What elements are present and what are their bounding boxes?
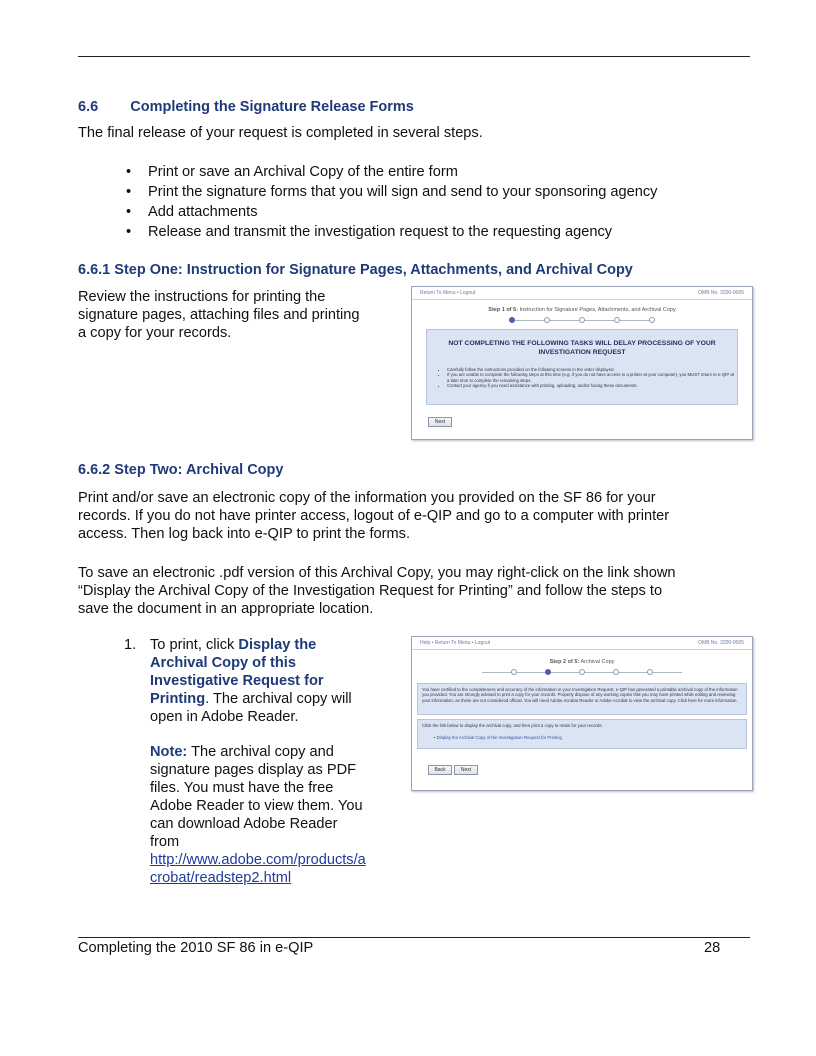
text-line: signature pages, attaching files and printing xyxy=(78,307,360,323)
screenshot-nav: Help • Return To Menu • Logout xyxy=(420,640,491,646)
progress-dot xyxy=(647,669,653,675)
step-two-screenshot xyxy=(411,636,753,791)
info-text: You have certified to the completeness and accuracy of the information in your Investigation Request. e-QIP has generated a printable archival copy of the information you provided. You are strongly advised to print a copy for your records. Properly dispose of any working copies that you may have printed while editing and reviewing your information, as these are not considered official. You will need Adobe Acrobat Reader or Adobe Acrobat to view the archival copy. Click here for more information. xyxy=(422,687,738,703)
step-two-heading: 6.6.2 Step Two: Archival Copy xyxy=(78,462,284,478)
progress-dot xyxy=(649,317,655,323)
steps-list xyxy=(122,162,657,242)
warning-list-item: • Contact your agency if you need assistance with printing, uploading, and/or faxing these documents. xyxy=(447,383,737,388)
progress-dot xyxy=(544,317,550,323)
progress-dot xyxy=(545,669,551,675)
list-item: • Add attachments xyxy=(122,202,657,222)
note-text: can download Adobe Reader xyxy=(150,816,338,832)
text-line: save the document in an appropriate location. xyxy=(78,601,374,617)
step-label: Step 1 of 5: xyxy=(488,307,518,313)
screenshot-topbar xyxy=(412,287,752,300)
screenshot-omb: OMB No. 3206-0005 xyxy=(698,640,744,646)
text-line: “Display the Archival Copy of the Investigation Request for Printing” and follow the steps to xyxy=(78,583,663,599)
warning-list-item: • If you are unable to complete the following steps at this time (e.g. if you do not have access to a printer at your computer), you MUST return to e-QIP at a later time to complete the remaining steps. xyxy=(447,372,737,383)
progress-dot xyxy=(613,669,619,675)
archival-link[interactable]: • Display the Archival Copy of the Investigation Request for Printing xyxy=(434,735,562,741)
step-two-para1 xyxy=(78,489,669,543)
back-button[interactable]: Back xyxy=(428,765,452,775)
step-one-screenshot xyxy=(411,286,753,440)
progress-dot xyxy=(509,317,515,323)
display-archival-link[interactable]: Display the xyxy=(238,637,317,653)
progress-dot xyxy=(579,669,585,675)
text-line: records. If you do not have printer access, logout of e-QIP and go to a computer with printer xyxy=(78,508,670,524)
item-text: open in Adobe Reader. xyxy=(150,709,299,725)
footer-rule xyxy=(78,937,750,938)
item-number: 1. xyxy=(124,637,137,653)
screenshot-nav: Return To Menu • Logout xyxy=(420,290,476,296)
step-two-para2 xyxy=(78,564,676,618)
warning-list-item: • Carefully follow the instructions provided on the following screens in the order displayed. xyxy=(447,367,737,372)
list-item: • Print or save an Archival Copy of the entire form xyxy=(122,162,657,182)
note-text: from xyxy=(150,834,180,850)
step-title: Instruction for Signature Pages, Attachments, and Archival Copy xyxy=(519,307,676,313)
progress-dot xyxy=(614,317,620,323)
instruction-text: Click the link below to display the archival copy, and then print a copy to retain for your records. xyxy=(422,723,603,728)
step-one-heading: 6.6.1 Step One: Instruction for Signature Pages, Attachments, and Archival Copy xyxy=(78,262,633,278)
bold-line: Archival Copy of this xyxy=(150,655,296,671)
warning-list xyxy=(437,367,737,389)
screenshot-step-title xyxy=(412,307,752,313)
screenshot-topbar xyxy=(412,637,752,650)
header-rule xyxy=(78,56,750,57)
next-button[interactable]: Next xyxy=(454,765,478,775)
section-intro: The final release of your request is completed in several steps. xyxy=(78,125,483,141)
screenshot-omb: OMB No. 3206-0005 xyxy=(698,290,744,296)
page-number: 28 xyxy=(704,940,721,956)
progress-dot xyxy=(579,317,585,323)
step-one-text xyxy=(78,288,398,342)
item-lead: To print, click xyxy=(150,637,239,653)
item-text: . The archival copy will xyxy=(205,691,352,707)
note-block xyxy=(150,743,400,887)
archival-link-text[interactable]: Display the Archival Copy of the Investigation Request for Printing xyxy=(436,735,562,741)
text-line: Review the instructions for printing the xyxy=(78,289,326,305)
warning-line: NOT COMPLETING THE FOLLOWING TASKS WILL DELAY PROCESSING OF YOUR xyxy=(448,340,716,347)
note-label: Note: xyxy=(150,744,188,760)
next-button[interactable]: Next xyxy=(428,417,452,427)
list-item: • Release and transmit the investigation request to the requesting agency xyxy=(122,222,657,242)
adobe-link[interactable]: http://www.adobe.com/products/a xyxy=(150,852,366,868)
screenshot-step-title xyxy=(412,659,752,665)
text-line: To save an electronic .pdf version of this Archival Copy, you may right-click on the link shown xyxy=(78,565,676,581)
adobe-link[interactable]: crobat/readstep2.html xyxy=(150,870,292,886)
instruction-panel xyxy=(417,719,747,749)
note-text: The archival copy and xyxy=(187,744,334,760)
warning-text xyxy=(427,339,737,357)
section-number: 6.6 xyxy=(78,99,99,115)
section-heading xyxy=(78,99,414,115)
item-one xyxy=(150,636,390,726)
section-title: Completing the Signature Release Forms xyxy=(130,99,414,115)
warning-line: INVESTIGATION REQUEST xyxy=(538,349,626,356)
note-text: files. You must have the free xyxy=(150,780,334,796)
step-title: Archival Copy xyxy=(580,659,615,665)
warning-panel xyxy=(426,329,738,405)
bold-line: Printing xyxy=(150,691,206,707)
footer-title: Completing the 2010 SF 86 in e-QIP xyxy=(78,940,314,956)
note-text: signature pages display as PDF xyxy=(150,762,357,778)
note-text: Adobe Reader to view them. You xyxy=(150,798,363,814)
text-line: access. Then log back into e-QIP to print the forms. xyxy=(78,526,411,542)
info-panel xyxy=(417,683,747,715)
list-item: • Print the signature forms that you will sign and send to your sponsoring agency xyxy=(122,182,657,202)
bold-line: Investigative Request for xyxy=(150,673,324,689)
progress-dot xyxy=(511,669,517,675)
step-label: Step 2 of 5: xyxy=(549,659,580,665)
text-line: Print and/or save an electronic copy of the information you provided on the SF 86 for your xyxy=(78,490,656,506)
text-line: a copy for your records. xyxy=(78,325,232,341)
